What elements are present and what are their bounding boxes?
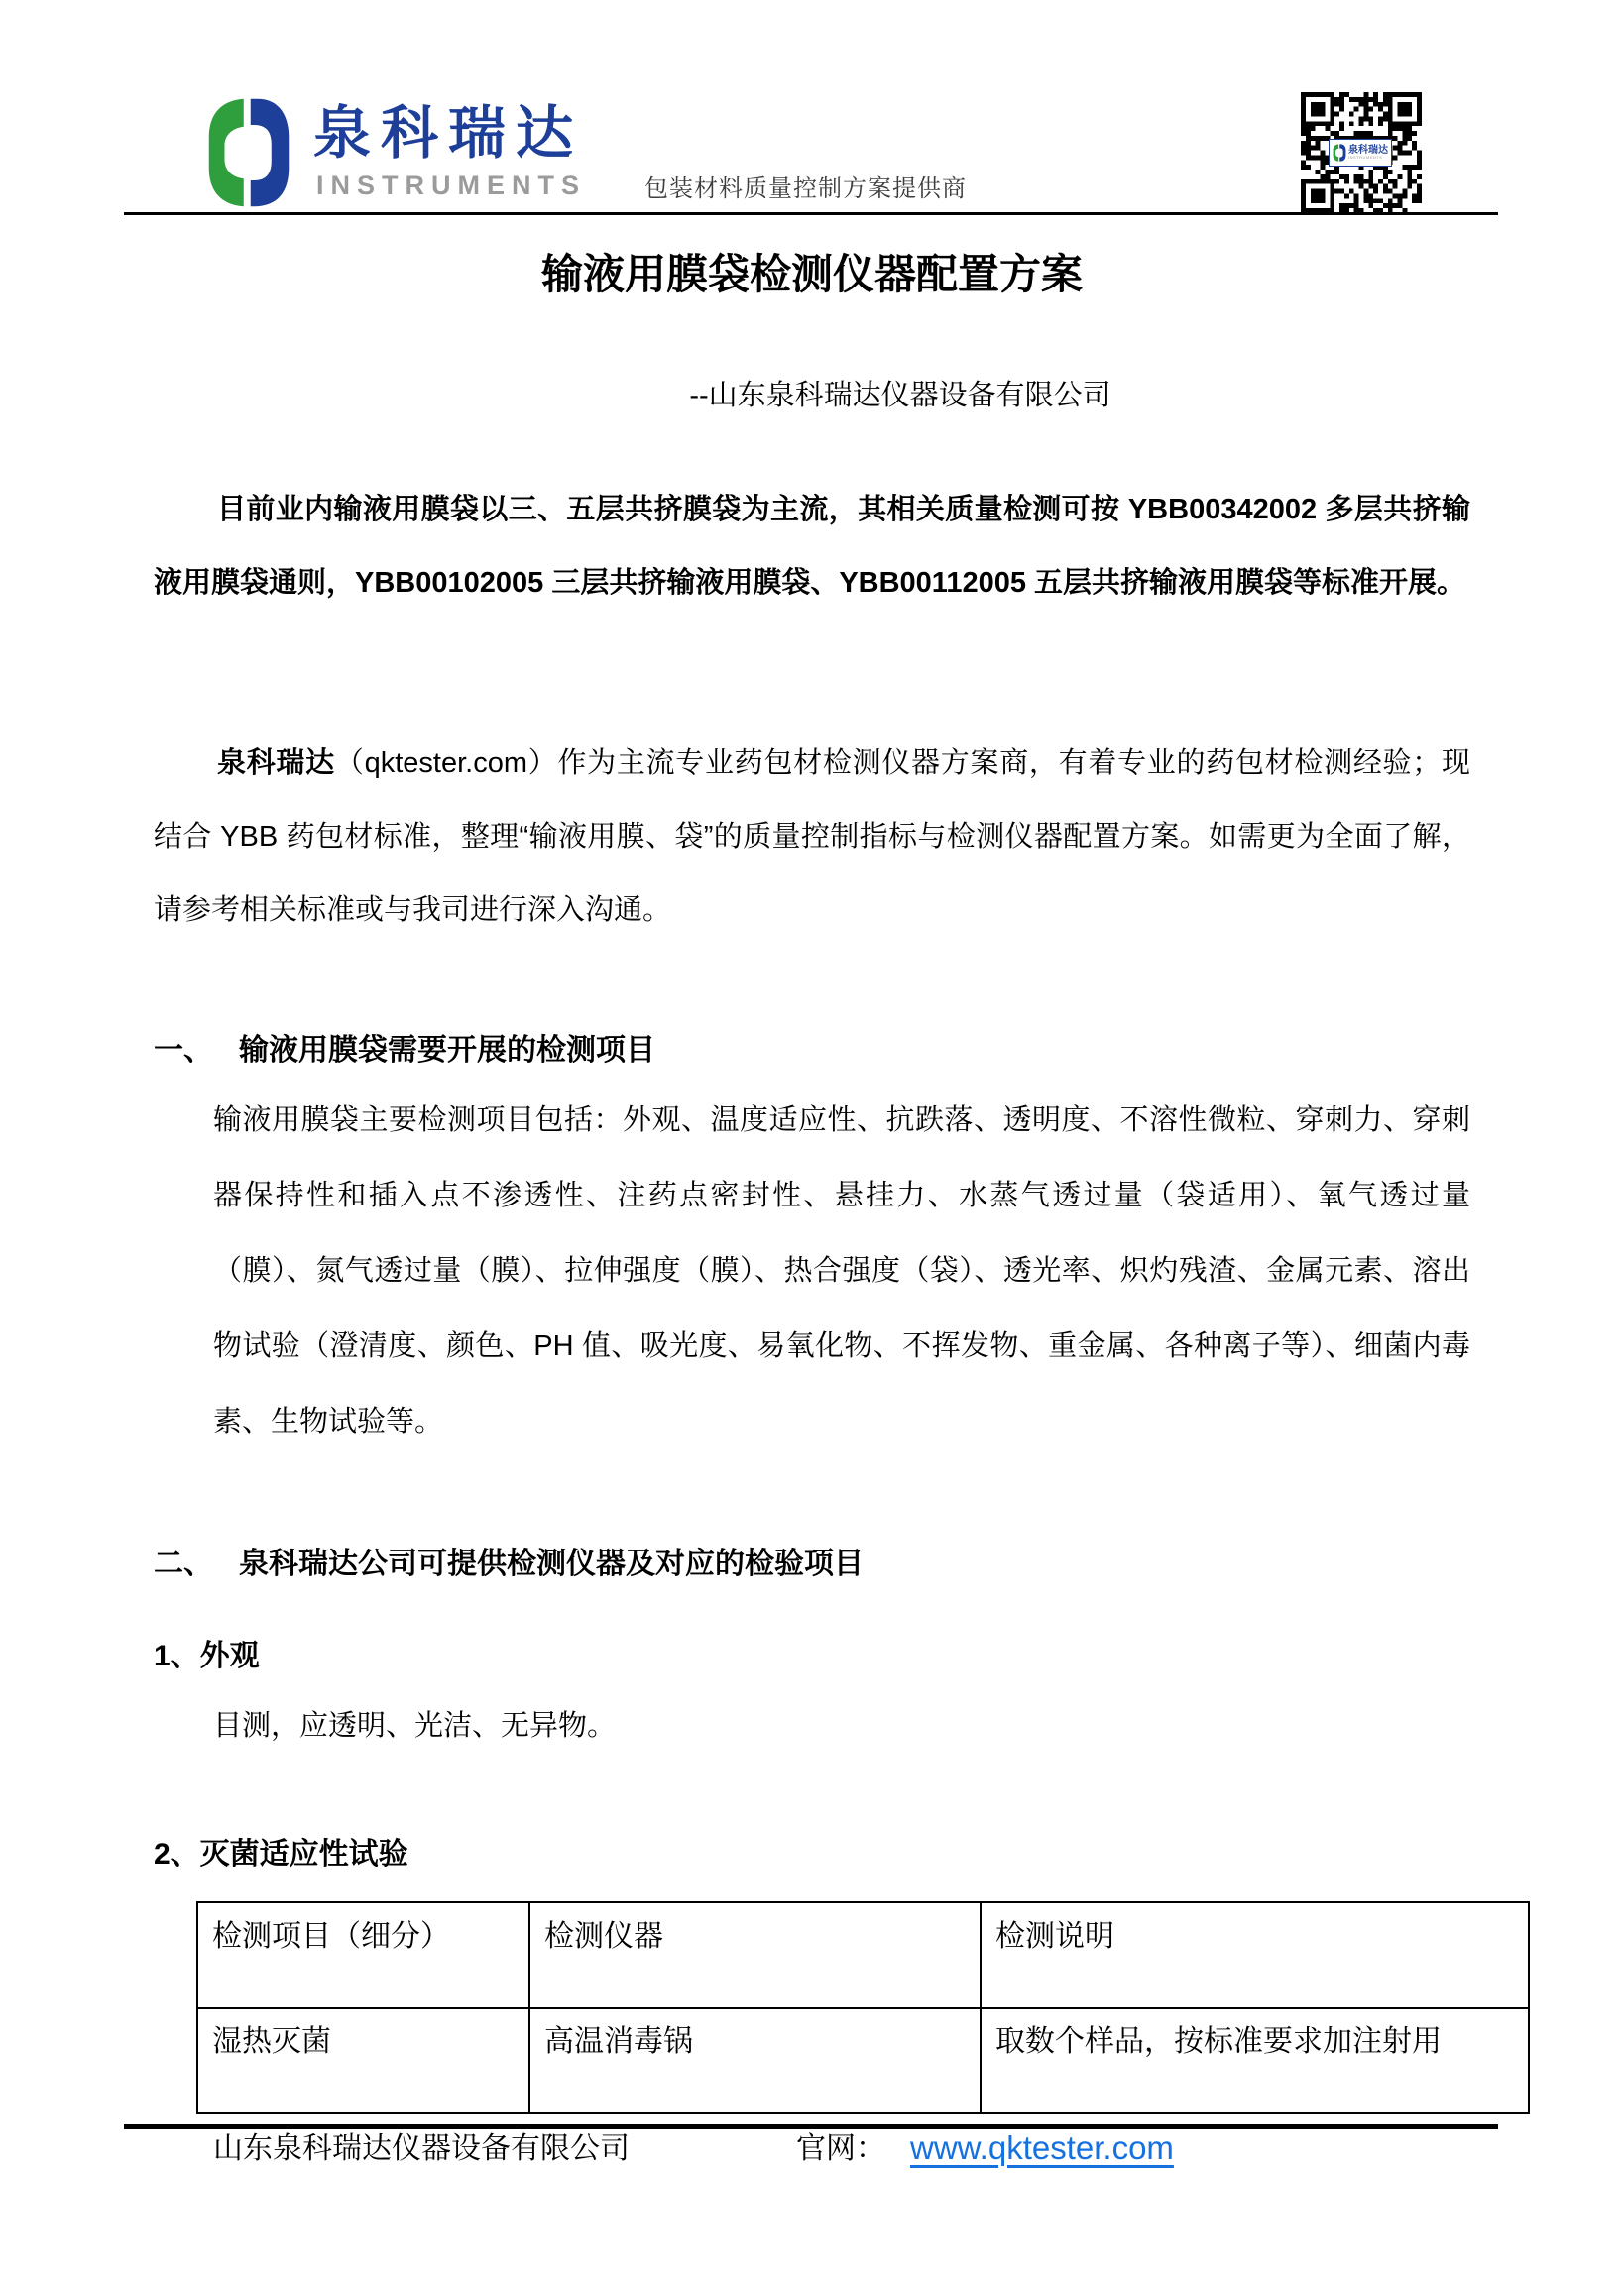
section-1-body: 输液用膜袋主要检测项目包括：外观、温度适应性、抗跌落、透明度、不溶性微粒、穿刺力、穿刺器保持性和插入点不渗透性、注药点密封性、悬挂力、水蒸气透过量（袋适用）、氧气透过量（膜）、氮气透过量（膜）、拉伸强度（膜）、热合强度（袋）、透光率、炽灼残渣、金属元素、溶出物试验（澄清度、颜色、PH 值、吸光度、易氧化物、不挥发物、重金属、各种离子等）、细菌内毒素、生物试验等。 <box>213 1104 1470 1437</box>
qr-mini-logo-icon <box>1333 144 1346 162</box>
table-header-row <box>197 1902 1529 2008</box>
qr-label-en: INSTRUMENTS <box>1348 155 1383 160</box>
intro-paragraph-2 <box>154 727 1470 947</box>
qr-label-cn: 泉科瑞达 <box>1348 145 1388 156</box>
qr-center-logo <box>1329 139 1392 167</box>
footer-website-link[interactable]: www.qktester.com <box>910 2129 1174 2166</box>
header-divider <box>124 212 1498 215</box>
table-header-cell: 检测说明 <box>981 1902 1529 2008</box>
subsection-2-heading: 2、灭菌适应性试验 <box>154 1838 408 1871</box>
section-2-number: 二、 <box>154 1548 213 1580</box>
subsection-1-body: 目测，应透明、光洁、无异物。 <box>213 1710 617 1742</box>
section-2-heading-text: 泉科瑞达公司可提供检测仪器及对应的检验项目 <box>239 1548 864 1580</box>
table-cell: 高温消毒锅 <box>529 2008 981 2113</box>
footer-site-label: 官网： <box>796 2132 885 2165</box>
section-1-heading <box>154 1031 1470 1071</box>
table-row <box>197 2008 1529 2113</box>
footer-divider <box>124 2124 1498 2129</box>
section-1-heading-text: 输液用膜袋需要开展的检测项目 <box>239 1034 655 1067</box>
section-2-heading <box>154 1545 1470 1584</box>
company-tagline: 包装材料质量控制方案提供商 <box>644 175 967 202</box>
footer-company-name: 山东泉科瑞达仪器设备有限公司 <box>213 2132 630 2165</box>
section-1-number: 一、 <box>154 1034 213 1067</box>
company-name-emphasis: 泉科瑞达 <box>217 747 335 779</box>
company-logo-name: 泉科瑞达 <box>313 101 584 166</box>
qr-code <box>1301 92 1422 213</box>
intro-paragraph-1: 目前业内输液用膜袋以三、五层共挤膜袋为主流，其相关质量检测可按 YBB00342002 多层共挤输液用膜袋通则，YBB00102005 三层共挤输液用膜袋、YBB00112005 五层共挤输液用膜袋等标准开展。 <box>154 494 1470 599</box>
company-logo-icon <box>205 97 292 208</box>
table-cell: 取数个样品，按标准要求加注射用 <box>981 2008 1529 2113</box>
page-subtitle: --山东泉科瑞达仪器设备有限公司 <box>689 380 1111 411</box>
page-title: 输液用膜袋检测仪器配置方案 <box>540 251 1083 297</box>
table-cell: 湿热灭菌 <box>197 2008 529 2113</box>
intro-paragraph-2-text: （qktester.com）作为主流专业药包材检测仪器方案商，有着专业的药包材检测经验；现结合 YBB 药包材标准，整理“输液用膜、袋”的质量控制指标与检测仪器配置方案。如需更为全面了解，请参考相关标准或与我司进行深入沟通。 <box>154 747 1470 926</box>
subsection-1-heading: 1、外观 <box>154 1640 260 1672</box>
table-header-cell: 检测仪器 <box>529 1902 981 2008</box>
sterilization-test-table <box>196 1901 1530 2114</box>
company-logo-subtext: INSTRUMENTS <box>316 171 586 200</box>
table-header-cell: 检测项目（细分） <box>197 1902 529 2008</box>
